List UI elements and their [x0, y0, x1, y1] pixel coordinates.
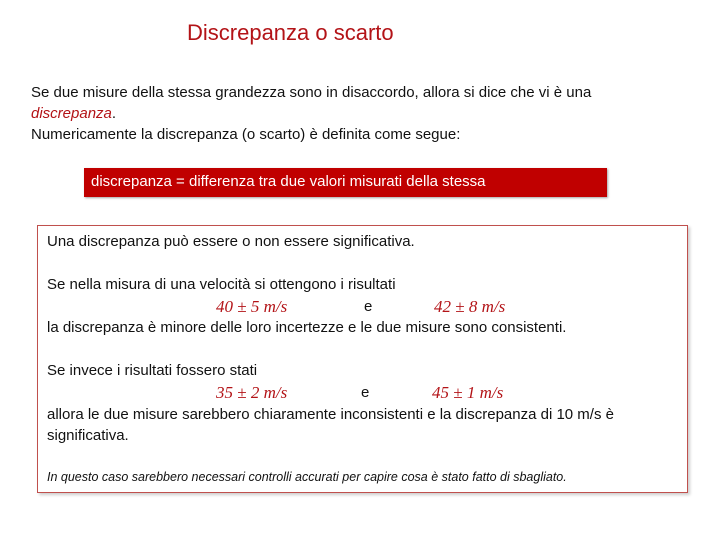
intro-paragraph — [31, 82, 691, 145]
case2-conclusion-line-2: significativa. — [47, 427, 129, 444]
intro-line-2-tail: . — [111, 105, 117, 122]
formula-box — [84, 168, 607, 197]
case1-intro: Se nella misura di una velocità si ottengono i risultati — [47, 276, 396, 293]
example-box — [37, 225, 688, 493]
case1-and: e — [364, 298, 373, 315]
example-note: In questo caso sarebbero necessari controlli accurati per capire cosa è stato fatto di sbagliato. — [47, 470, 567, 484]
intro-line-3: Numericamente la discrepanza (o scarto) è definita come segue: — [31, 126, 461, 143]
case1-value-a: 40 ± 5 m/s — [216, 297, 288, 316]
example-intro: Una discrepanza può essere o non essere significativa. — [47, 233, 415, 250]
case2-conclusion-line-1: allora le due misure sarebbero chiaramente inconsistenti e la discrepanza di 10 m/s è — [47, 406, 614, 423]
case2-value-b: 45 ± 1 m/s — [432, 383, 504, 402]
case1-value-b: 42 ± 8 m/s — [434, 297, 506, 316]
formula-text: discrepanza = differenza tra due valori misurati della stessa — [91, 173, 486, 190]
intro-line-1: Se due misure della stessa grandezza sono in disaccordo, allora si dice che vi è una — [31, 84, 592, 101]
case2-intro: Se invece i risultati fossero stati — [47, 362, 258, 379]
case2-and: e — [361, 384, 370, 401]
case1-conclusion: la discrepanza è minore delle loro incertezze e le due misure sono consistenti. — [47, 319, 567, 336]
intro-line-2 — [31, 103, 691, 124]
case2-value-a: 35 ± 2 m/s — [216, 383, 288, 402]
discrepanza-term: discrepanza — [31, 105, 112, 122]
page-title: Discrepanza o scarto — [187, 20, 394, 45]
